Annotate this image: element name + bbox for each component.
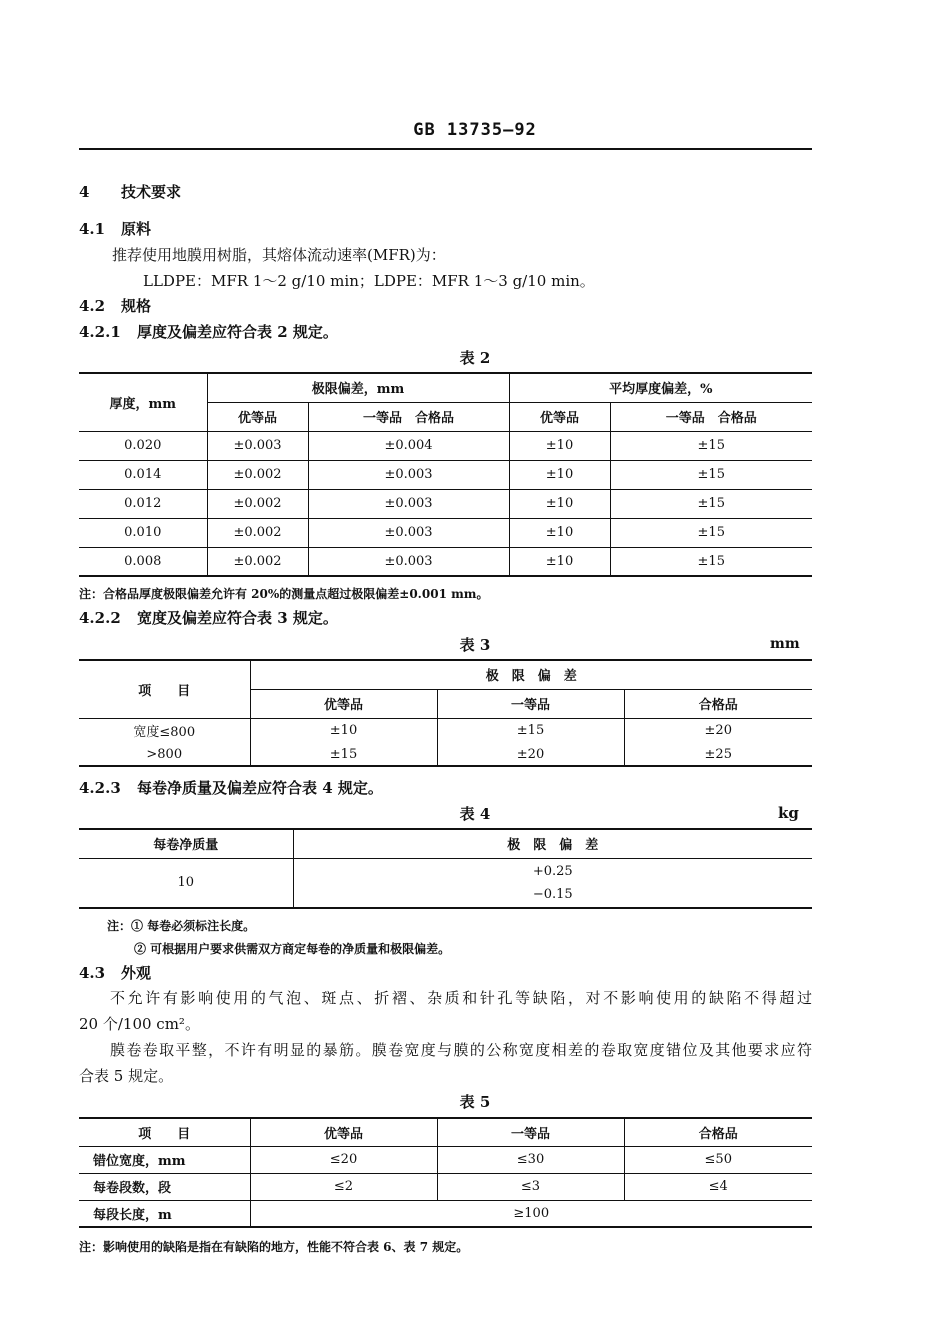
section-text: 厚度及偏差应符合表 2 规定。 xyxy=(137,323,338,341)
cell: ±0.003 xyxy=(308,518,509,547)
col-first-qualified: 一等品 合格品 xyxy=(610,402,812,431)
col-premium: 优等品 xyxy=(250,1118,437,1146)
table-2 xyxy=(79,372,812,577)
cell: ±10 xyxy=(509,518,610,547)
section-number: 4.2.2 xyxy=(79,609,121,627)
page-header: GB 13735—92 xyxy=(413,120,537,140)
table-4 xyxy=(79,828,812,909)
cell: ≤50 xyxy=(624,1146,812,1173)
table-row xyxy=(79,1200,812,1227)
cell: ≤20 xyxy=(250,1146,437,1173)
cell: ±0.002 xyxy=(207,518,308,547)
table-row xyxy=(79,1173,812,1200)
table-3 xyxy=(79,659,812,767)
cell: 每卷段数，段 xyxy=(79,1173,250,1200)
cell: 错位宽度，mm xyxy=(79,1146,250,1173)
col-first-qualified: 一等品 合格品 xyxy=(308,402,509,431)
table-row xyxy=(79,858,812,908)
cell: 0.012 xyxy=(79,489,207,518)
cell-deviation xyxy=(293,858,812,908)
table-4-note-2: ② 可根据用户要求供需双方商定每卷的净质量和极限偏差。 xyxy=(134,942,451,956)
section-number: 4.3 xyxy=(79,964,106,982)
section-4-1-formula: LLDPE：MFR 1～2 g/10 min；LDPE：MFR 1～3 g/10 min。 xyxy=(143,272,595,290)
table-3-unit: mm xyxy=(770,636,800,652)
appearance-paragraph-1-line-2: 20 个/100 cm²。 xyxy=(79,1015,200,1033)
cell: >800 xyxy=(79,743,250,766)
cell: ±0.003 xyxy=(308,547,509,576)
section-title: 原料 xyxy=(121,220,152,238)
section-title: 外观 xyxy=(121,964,152,982)
cell: ±10 xyxy=(509,489,610,518)
section-number: 4.2 xyxy=(79,297,106,315)
cell: ≥100 xyxy=(250,1200,812,1227)
section-number: 4.2.1 xyxy=(79,323,121,341)
section-4-1-text: 推荐使用地膜用树脂，其熔体流动速率(MFR)为： xyxy=(112,246,446,264)
cell: ±10 xyxy=(250,718,437,743)
table-row xyxy=(79,518,812,547)
table-4-caption: 表 4 xyxy=(459,805,491,823)
col-premium: 优等品 xyxy=(250,689,437,718)
col-item: 项 目 xyxy=(79,1118,250,1146)
section-4-3-heading xyxy=(79,962,151,983)
table-row xyxy=(79,489,812,518)
table-row xyxy=(79,547,812,576)
table-row xyxy=(79,1146,812,1173)
table-3-caption: 表 3 xyxy=(459,636,491,654)
table-4-unit: kg xyxy=(778,804,799,822)
col-qualified: 合格品 xyxy=(624,1118,812,1146)
table-5 xyxy=(79,1117,812,1228)
minus-deviation: −0.15 xyxy=(532,886,573,902)
appearance-paragraph-2-line-1: 膜卷卷取平整，不许有明显的暴筋。膜卷宽度与膜的公称宽度相差的卷取宽度错位及其他要求应符 xyxy=(110,1041,812,1059)
cell: ±15 xyxy=(250,743,437,766)
plus-deviation: +0.25 xyxy=(532,863,573,879)
cell: 0.020 xyxy=(79,431,207,460)
section-4-2-heading xyxy=(79,295,151,316)
col-first: 一等品 xyxy=(437,1118,624,1146)
col-qualified: 合格品 xyxy=(624,689,812,718)
cell: ±10 xyxy=(509,431,610,460)
appearance-paragraph-2-line-2: 合表 5 规定。 xyxy=(79,1067,174,1085)
cell: ±15 xyxy=(610,431,812,460)
section-number: 4.2.3 xyxy=(79,779,121,797)
section-4-heading xyxy=(79,181,181,202)
cell: ±20 xyxy=(437,743,624,766)
col-limit-deviation: 极 限 偏 差 xyxy=(293,829,812,858)
cell: ±0.002 xyxy=(207,460,308,489)
col-limit-deviation: 极 限 偏 差 xyxy=(250,660,812,689)
cell: ±0.002 xyxy=(207,547,308,576)
col-avg-deviation: 平均厚度偏差，% xyxy=(509,373,812,402)
section-4-2-1 xyxy=(79,321,338,342)
cell: 0.014 xyxy=(79,460,207,489)
table-5-caption: 表 5 xyxy=(459,1093,491,1111)
cell: 0.010 xyxy=(79,518,207,547)
col-limit-deviation: 极限偏差，mm xyxy=(207,373,509,402)
table-row xyxy=(79,743,812,766)
table-row xyxy=(79,460,812,489)
section-title: 规格 xyxy=(121,297,152,315)
col-first: 一等品 xyxy=(437,689,624,718)
cell: ±0.003 xyxy=(207,431,308,460)
cell: ±15 xyxy=(610,518,812,547)
col-premium: 优等品 xyxy=(509,402,610,431)
cell: ≤3 xyxy=(437,1173,624,1200)
cell: ±15 xyxy=(610,489,812,518)
cell: ±10 xyxy=(509,460,610,489)
table-2-note: 注：合格品厚度极限偏差允许有 20%的测量点超过极限偏差±0.001 mm。 xyxy=(79,587,489,601)
cell: ≤2 xyxy=(250,1173,437,1200)
cell: 每段长度，m xyxy=(79,1200,250,1227)
section-text: 每卷净质量及偏差应符合表 4 规定。 xyxy=(137,779,383,797)
cell-mass: 10 xyxy=(79,858,293,908)
table-5-note: 注：影响使用的缺陷是指在有缺陷的地方，性能不符合表 6、表 7 规定。 xyxy=(79,1240,469,1254)
table-2-caption: 表 2 xyxy=(459,349,491,367)
cell: ±0.003 xyxy=(308,460,509,489)
cell: ≤4 xyxy=(624,1173,812,1200)
cell: ±15 xyxy=(610,547,812,576)
cell: ±10 xyxy=(509,547,610,576)
col-premium: 优等品 xyxy=(207,402,308,431)
section-text: 宽度及偏差应符合表 3 规定。 xyxy=(137,609,338,627)
cell: 宽度≤800 xyxy=(79,718,250,743)
col-item: 项 目 xyxy=(79,660,250,718)
col-thickness: 厚度，mm xyxy=(79,373,207,431)
section-number: 4 xyxy=(79,183,90,201)
cell: ±15 xyxy=(437,718,624,743)
cell: 0.008 xyxy=(79,547,207,576)
section-number: 4.1 xyxy=(79,220,106,238)
cell: ≤30 xyxy=(437,1146,624,1173)
cell: ±0.002 xyxy=(207,489,308,518)
section-4-2-3 xyxy=(79,777,383,798)
cell: ±15 xyxy=(610,460,812,489)
table-4-note-1: 注：① 每卷必须标注长度。 xyxy=(107,919,256,933)
cell: ±25 xyxy=(624,743,812,766)
cell: ±0.004 xyxy=(308,431,509,460)
section-4-1-heading xyxy=(79,218,151,239)
cell: ±20 xyxy=(624,718,812,743)
table-row xyxy=(79,431,812,460)
section-title: 技术要求 xyxy=(121,183,182,201)
appearance-paragraph-1-line-1: 不允许有影响使用的气泡、斑点、折褶、杂质和针孔等缺陷，对不影响使用的缺陷不得超过 xyxy=(110,989,812,1007)
col-net-mass: 每卷净质量 xyxy=(79,829,293,858)
header-rule xyxy=(79,148,812,150)
table-row xyxy=(79,718,812,743)
cell: ±0.003 xyxy=(308,489,509,518)
section-4-2-2 xyxy=(79,607,338,628)
